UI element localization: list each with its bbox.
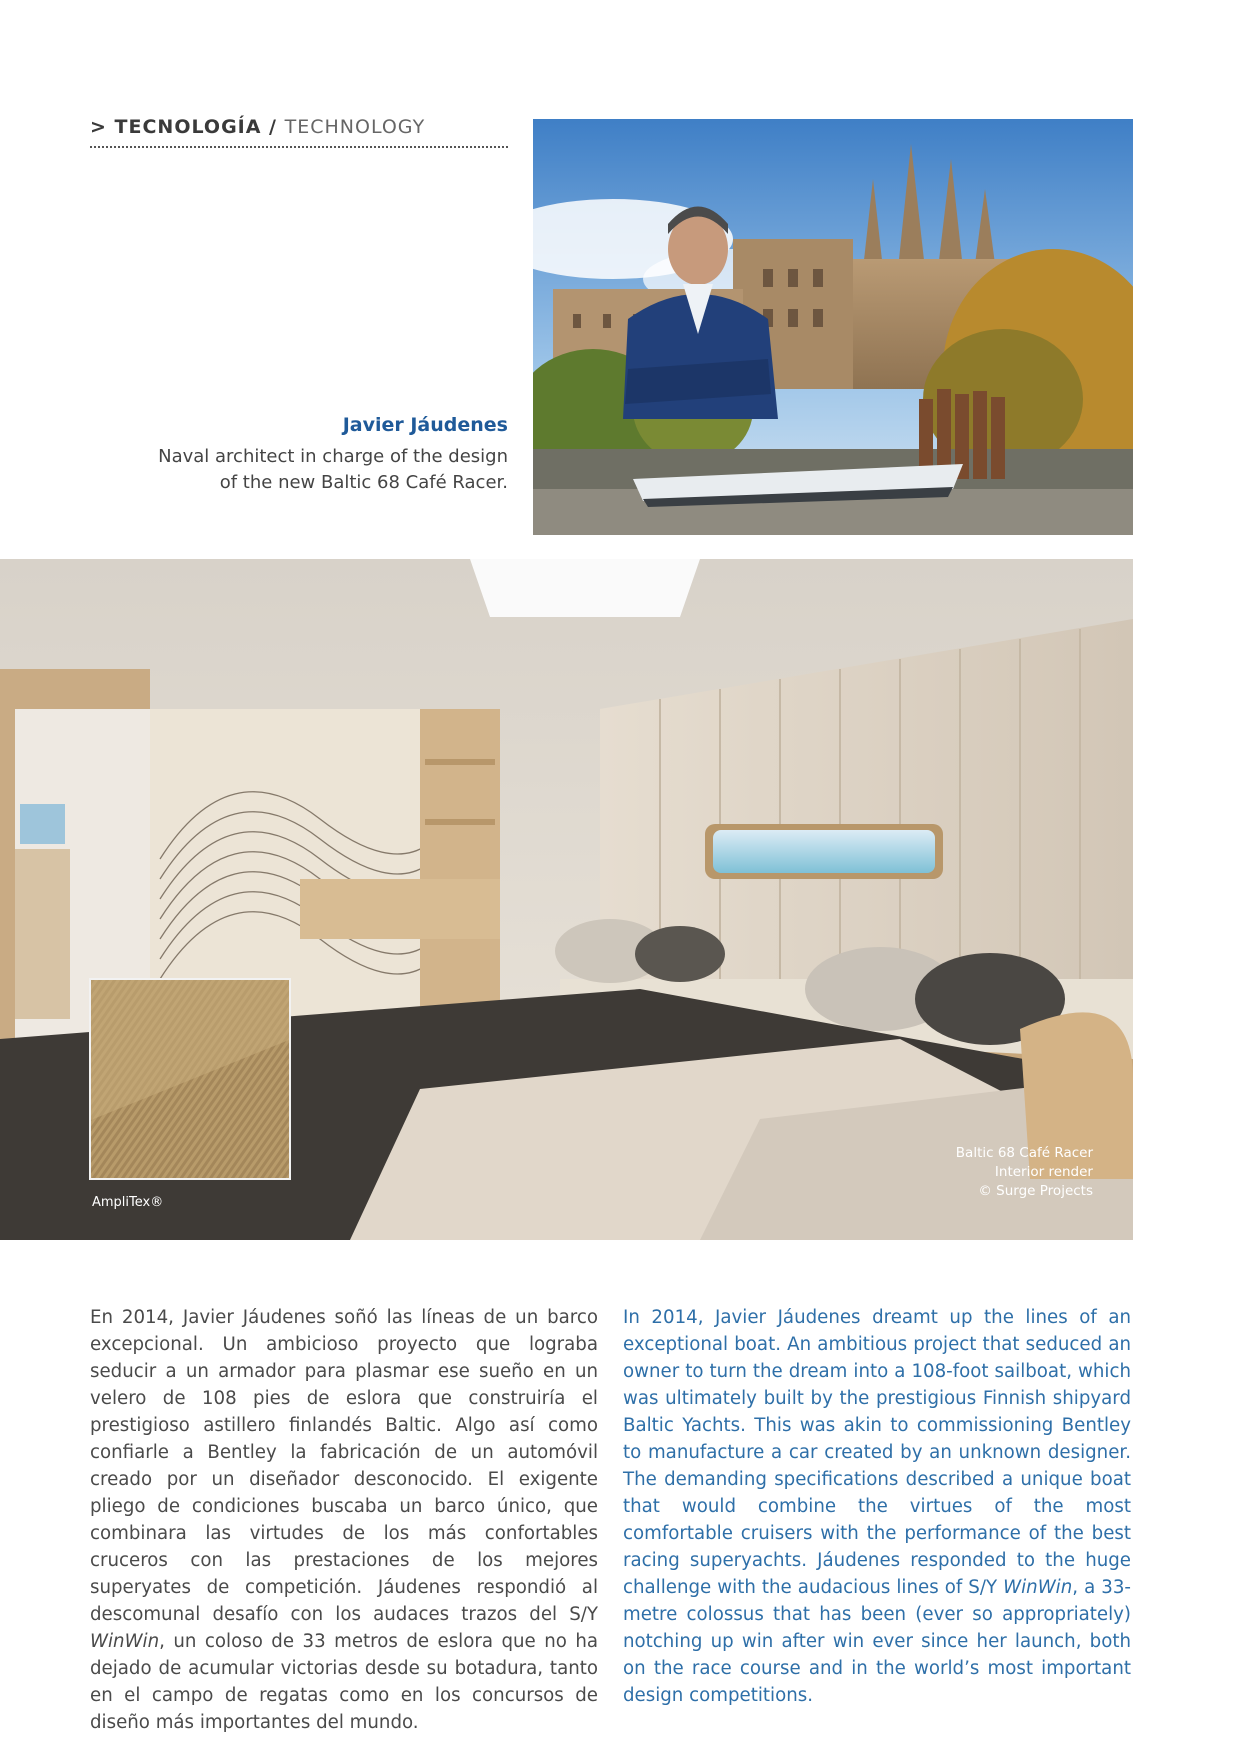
section-header (90, 116, 508, 148)
portrait-illustration (533, 119, 1133, 535)
render-credit-line-3: © Surge Projects (978, 1183, 1093, 1199)
render-credit-line-2: Interior render (994, 1164, 1093, 1180)
body-en-italic: WinWin (1003, 1577, 1073, 1598)
portrait-photo (533, 119, 1133, 535)
body-es-part1: En 2014, Javier Jáudenes soñó las líneas de un barco excepcional. Un ambicioso proyecto que lograba seducir a un armador para plasmar ese sueño en un velero de 108 pies de eslora que construiría el prestigioso astillero finlandés Baltic. Algo así como confiarle a Bentley la fabricación de un automóvil creado por un diseñador desconocido. El exigente pliego de condiciones buscaba un barco único, que combinara las virtudes de los más confortables cruceros con las prestaciones de los mejores superyates de competición. Jáudenes respondió al descomunal desafío con los audaces trazos del S/Y (90, 1307, 598, 1625)
amplitex-fabric-swatch (89, 978, 291, 1180)
caption-name: Javier Jáudenes (342, 414, 508, 436)
caption-line-1: Naval architect in charge of the design (158, 446, 508, 467)
body-es-part2: , un coloso de 33 metros de eslora que no ha dejado de acumular victorias desde su botadura, tanto en el campo de regatas como en los concursos de diseño más importantes del mundo. (90, 1631, 598, 1733)
body-text-spanish (90, 1304, 598, 1736)
render-credit-line-1: Baltic 68 Café Racer (955, 1145, 1093, 1161)
body-en-part1: In 2014, Javier Jáudenes dreamt up the lines of an exceptional boat. An ambitious project that seduced an owner to turn the dream into a 108-foot sailboat, which was ultimately built by the prestigious Finnish shipyard Baltic Yachts. This was akin to commissioning Bentley to manufacture a car created by an unknown designer. The demanding specifications described a unique boat that would combine the virtues of the most comfortable cruisers with the performance of the best racing superyachts. Jáudenes responded to the huge challenge with the audacious lines of S/Y (623, 1307, 1131, 1598)
swatch-label: AmpliTex® (92, 1195, 164, 1210)
body-text-english (623, 1304, 1131, 1709)
body-en-part2: , a 33-metre colossus that has been (ever so appropriately) notching up win after win ever since her launch, both on the race course and in the world’s most important design competitions. (623, 1577, 1131, 1706)
caption-line-2: of the new Baltic 68 Café Racer. (219, 472, 508, 493)
fabric-texture (91, 980, 289, 1178)
body-es-italic: WinWin (90, 1631, 160, 1652)
section-title-es: TECNOLOGÍA (114, 116, 262, 138)
header-prefix: > (90, 116, 115, 138)
section-title-en: TECHNOLOGY (284, 116, 426, 138)
header-separator: / (261, 116, 285, 138)
portrait-caption (90, 414, 508, 496)
render-credit (956, 1144, 1093, 1201)
